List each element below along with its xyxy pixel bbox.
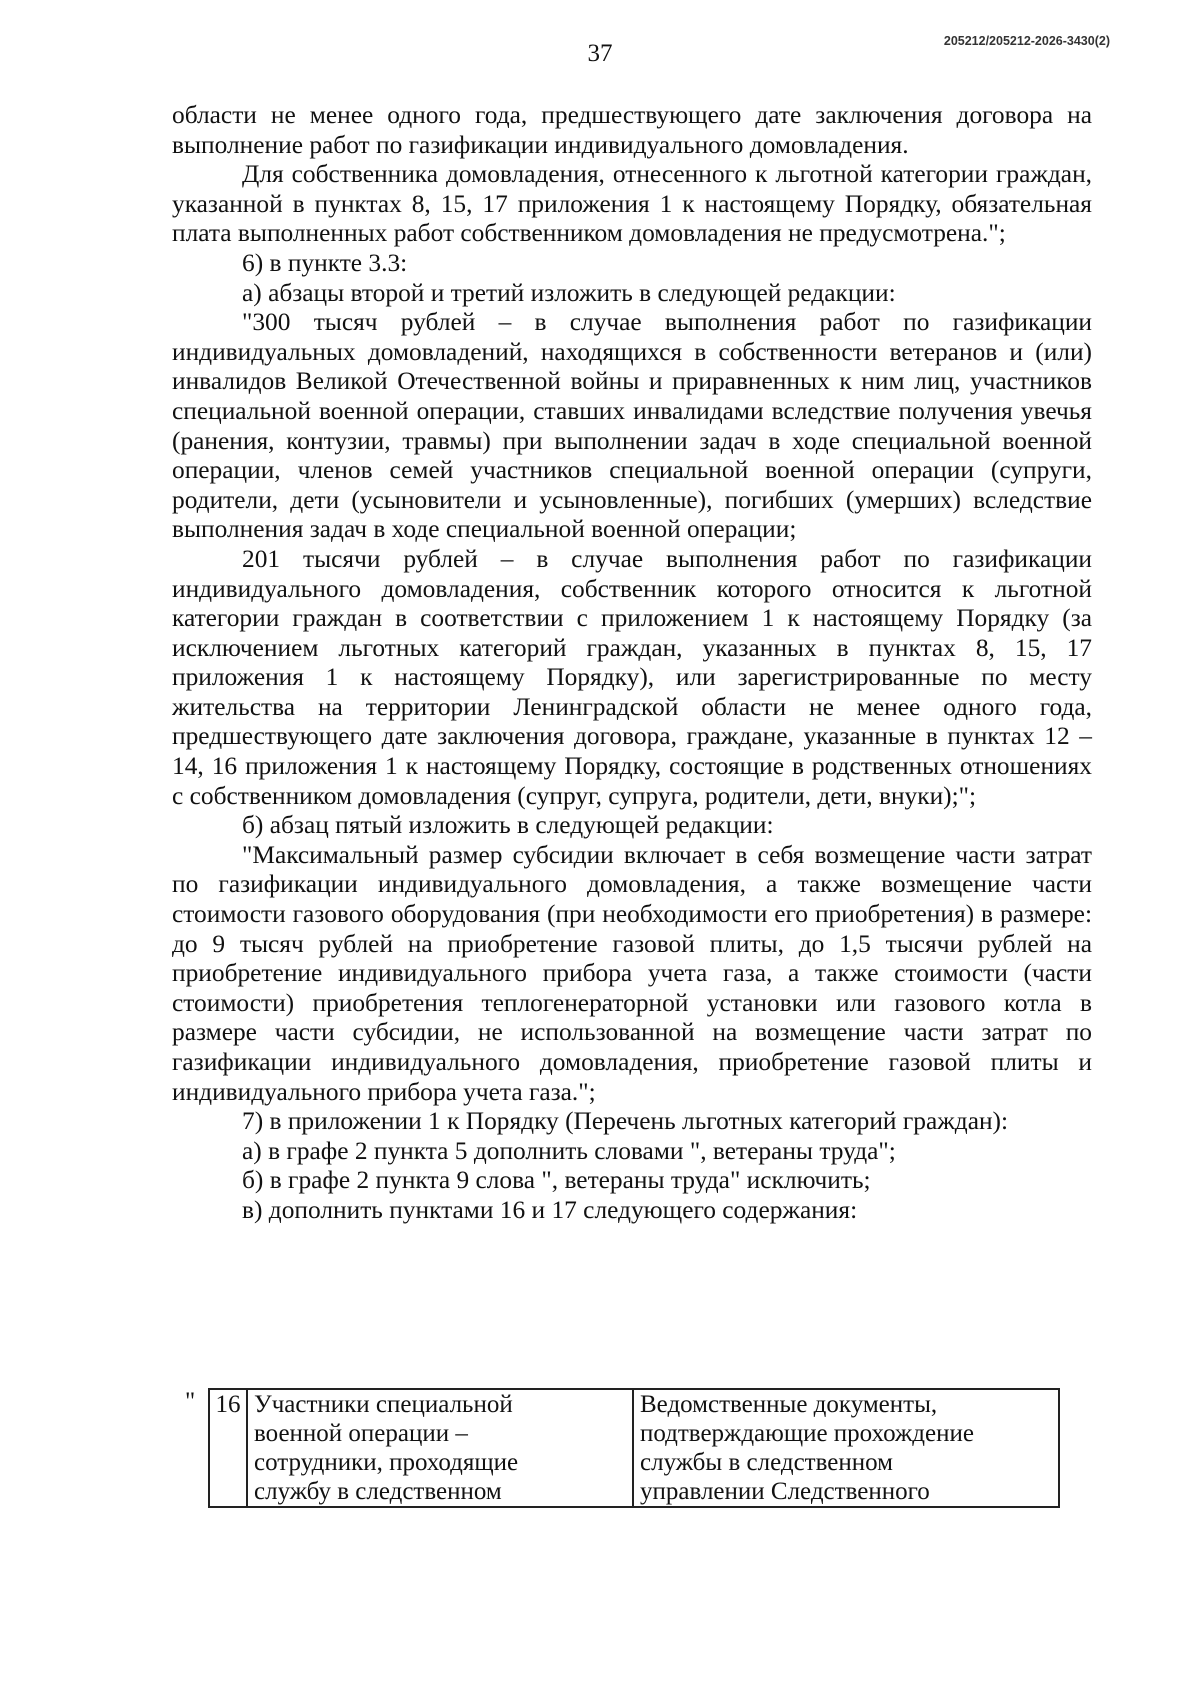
paragraph: "300 тысяч рублей – в случае выполнения работ по газификации индивидуальных домовладений, находящихся в собственности ветеранов и (или) инвалидов Великой Отечественной войны и приравненных к ним лиц, участников специальной военной операции, ставших инвалидами вследствие получения увечья (ранения, контузии, травмы) при выполнении задач в ходе специальной военной операции, членов семей участников специальной военной операции (супруги, родители, дети (усыновители и усыновленные), погибших (умерших) вследствие выполнения задач в ходе специальной военной операции; bbox=[172, 308, 1092, 544]
cell-line: сотрудники, проходящие bbox=[254, 1449, 519, 1476]
opening-quote: " bbox=[185, 1388, 196, 1415]
cell-line: Ведомственные документы, bbox=[640, 1391, 938, 1418]
category-cell bbox=[247, 1389, 633, 1507]
paragraph: "Максимальный размер субсидии включает в себя возмещение части затрат по газификации индивидуального домовладения, а также возмещение части стоимости газового оборудования (при необходимости его приобретения) в размере: до 9 тысяч рублей на приобретение газовой плиты, до 1,5 тысячи рублей на приобретение индивидуального прибора учета газа, а также стоимости (части стоимости) приобретения теплогенераторной установки или газового котла в размере части субсидии, не использованной на возмещение части затрат по газификации индивидуального домовладения, приобретение газовой плиты и индивидуального прибора учета газа."; bbox=[172, 840, 1092, 1106]
paragraph: а) абзацы второй и третий изложить в следующей редакции: bbox=[242, 278, 896, 307]
paragraph: 201 тысячи рублей – в случае выполнения работ по газификации индивидуального домовладения, собственник которого относится к льготной категории граждан в соответствии с приложением 1 к настоящему Порядку (за исключением льготных категорий граждан, указанных в пунктах 8, 15, 17 приложения 1 к настоящему Порядку), или зарегистрированные по месту жительства на территории Ленинградской области не менее одного года, предшествующего дате заключения договора, граждане, указанные в пунктах 12 – 14, 16 приложения 1 к настоящему Порядку, состоящие в родственных отношениях с собственником домовладения (супруг, супруга, родители, дети, внуки);"; bbox=[172, 544, 1092, 810]
cell-line: управлении Следственного bbox=[640, 1478, 930, 1505]
paragraph: б) абзац пятый изложить в следующей редакции: bbox=[242, 811, 774, 840]
cell-line: службу в следственном bbox=[254, 1478, 502, 1505]
table bbox=[208, 1388, 1060, 1508]
document-body bbox=[172, 101, 1092, 1226]
paragraph: области не менее одного года, предшествующего дате заключения договора на выполнение работ по газификации индивидуального домовладения. bbox=[172, 101, 1092, 159]
paragraph: Для собственника домовладения, отнесенного к льготной категории граждан, указанной в пунктах 8, 15, 17 приложения 1 к настоящему Порядку, обязательная плата выполненных работ собственником домовладения не предусмотрена."; bbox=[172, 160, 1092, 248]
paragraph: а) в графе 2 пункта 5 дополнить словами ", ветераны труда"; bbox=[242, 1136, 896, 1165]
cell-line: службы в следственном bbox=[640, 1449, 893, 1476]
page-number: 37 bbox=[587, 40, 613, 67]
paragraph: 7) в приложении 1 к Порядку (Перечень льготных категорий граждан): bbox=[242, 1107, 1009, 1136]
paragraph: в) дополнить пунктами 16 и 17 следующего содержания: bbox=[242, 1195, 858, 1224]
paragraph: 6) в пункте 3.3: bbox=[242, 248, 408, 277]
cell-line: военной операции – bbox=[254, 1420, 468, 1447]
documents-cell bbox=[633, 1389, 1059, 1507]
table-row bbox=[209, 1389, 1059, 1507]
paragraph: б) в графе 2 пункта 9 слова ", ветераны труда" исключить; bbox=[242, 1166, 871, 1195]
document-code: 205212/205212-2026-3430(2) bbox=[943, 34, 1110, 48]
row-number: 16 bbox=[209, 1389, 247, 1507]
cell-line: Участники специальной bbox=[254, 1391, 513, 1418]
cell-line: подтверждающие прохождение bbox=[640, 1420, 974, 1447]
